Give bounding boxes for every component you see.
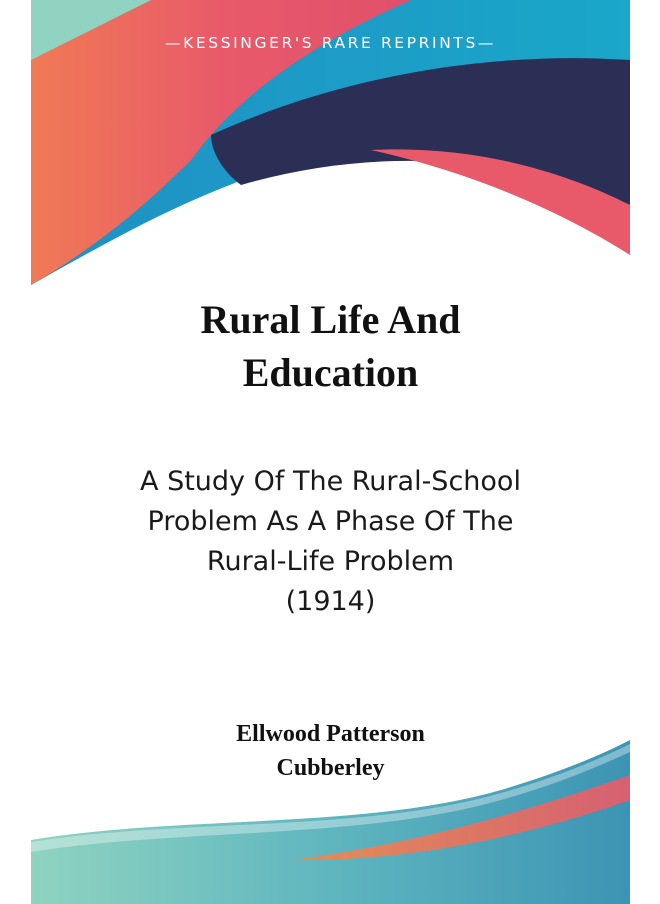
book-subtitle-line: A Study Of The Rural-School [140,466,521,497]
book-author-line: Ellwood Patterson [236,721,425,747]
book-subtitle [31,462,630,622]
book-author-line: Cubberley [276,755,385,781]
book-author [31,717,630,785]
book-title-line: Education [242,350,419,395]
book-subtitle-line: Rural-Life Problem [206,546,455,577]
book-subtitle-line: (1914) [285,586,376,617]
book-cover [31,0,630,904]
book-title [31,293,630,399]
book-title-line: Rural Life And [200,297,461,342]
book-subtitle-line: Problem As A Phase Of The [147,506,514,537]
publisher-banner: —KESSINGER'S RARE REPRINTS— [165,34,496,52]
